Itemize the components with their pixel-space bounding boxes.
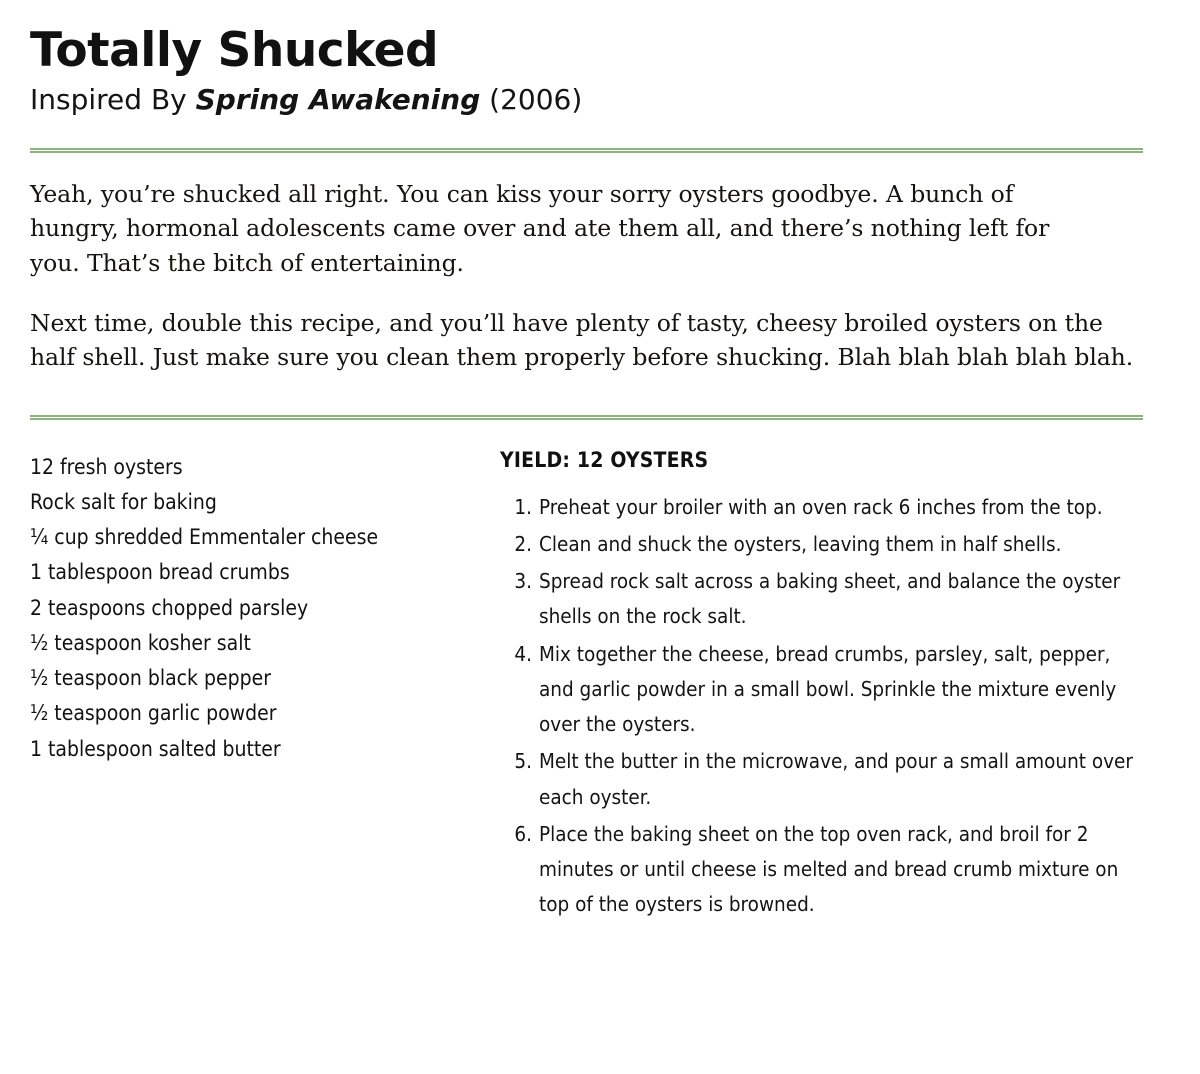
ingredient-list [30, 450, 470, 767]
list-item: 2 teaspoons chopped parsley [30, 595, 309, 620]
list-item: ¼ cup shredded Emmentaler cheese [30, 525, 379, 550]
divider-middle [30, 415, 1143, 420]
intro-paragraph-1: Yeah, you’re shucked all right. You can kiss your sorry oysters goodbye. A bunch of hungry, hormonal adolescents came over and ate them all, and there’s nothing left for you. That’s the bitch of entertaining. [30, 180, 1050, 277]
show-title: Spring Awakening [195, 83, 481, 117]
list-item: Spread rock salt across a baking sheet, and balance the oyster shells on the rock salt. [539, 569, 1121, 629]
intro-paragraph-2: Next time, double this recipe, and you’ll have plenty of tasty, cheesy broiled oysters on the half shell. Just make sure you clean them properly before shucking. Blah blah blah blah blah. [30, 309, 1134, 372]
yield-label: YIELD: 12 OYSTERS [500, 447, 709, 472]
divider-top [30, 148, 1143, 153]
method-column [470, 448, 1144, 925]
list-item: Clean and shuck the oysters, leaving them in half shells. [539, 531, 1062, 556]
inspired-by-line [30, 85, 1144, 116]
list-item: Mix together the cheese, bread crumbs, parsley, salt, pepper, and garlic powder in a small bowl. Sprinkle the mixture evenly over the oysters. [539, 641, 1117, 737]
steps-list [500, 490, 1144, 923]
page-title: Totally Shucked [30, 23, 439, 78]
list-item: Preheat your broiler with an oven rack 6 inches from the top. [539, 494, 1103, 519]
intro-section [30, 177, 1140, 374]
list-item: 1 tablespoon salted butter [30, 736, 281, 761]
list-item: ½ teaspoon garlic powder [30, 701, 277, 726]
list-item: 12 fresh oysters [30, 454, 183, 479]
list-item: Melt the butter in the microwave, and pour a small amount over each oyster. [539, 749, 1133, 809]
show-year: (2006) [480, 83, 583, 117]
list-item: Rock salt for baking [30, 489, 217, 514]
list-item: ½ teaspoon black pepper [30, 666, 272, 691]
recipe-body [30, 448, 1144, 925]
ingredients-column [30, 448, 470, 925]
list-item: Place the baking sheet on the top oven rack, and broil for 2 minutes or until cheese is melted and bread crumb mixture on top of the oysters is browned. [539, 821, 1119, 917]
inspired-by-prefix: Inspired By [30, 83, 196, 117]
list-item: 1 tablespoon bread crumbs [30, 560, 290, 585]
list-item: ½ teaspoon kosher salt [30, 630, 251, 655]
